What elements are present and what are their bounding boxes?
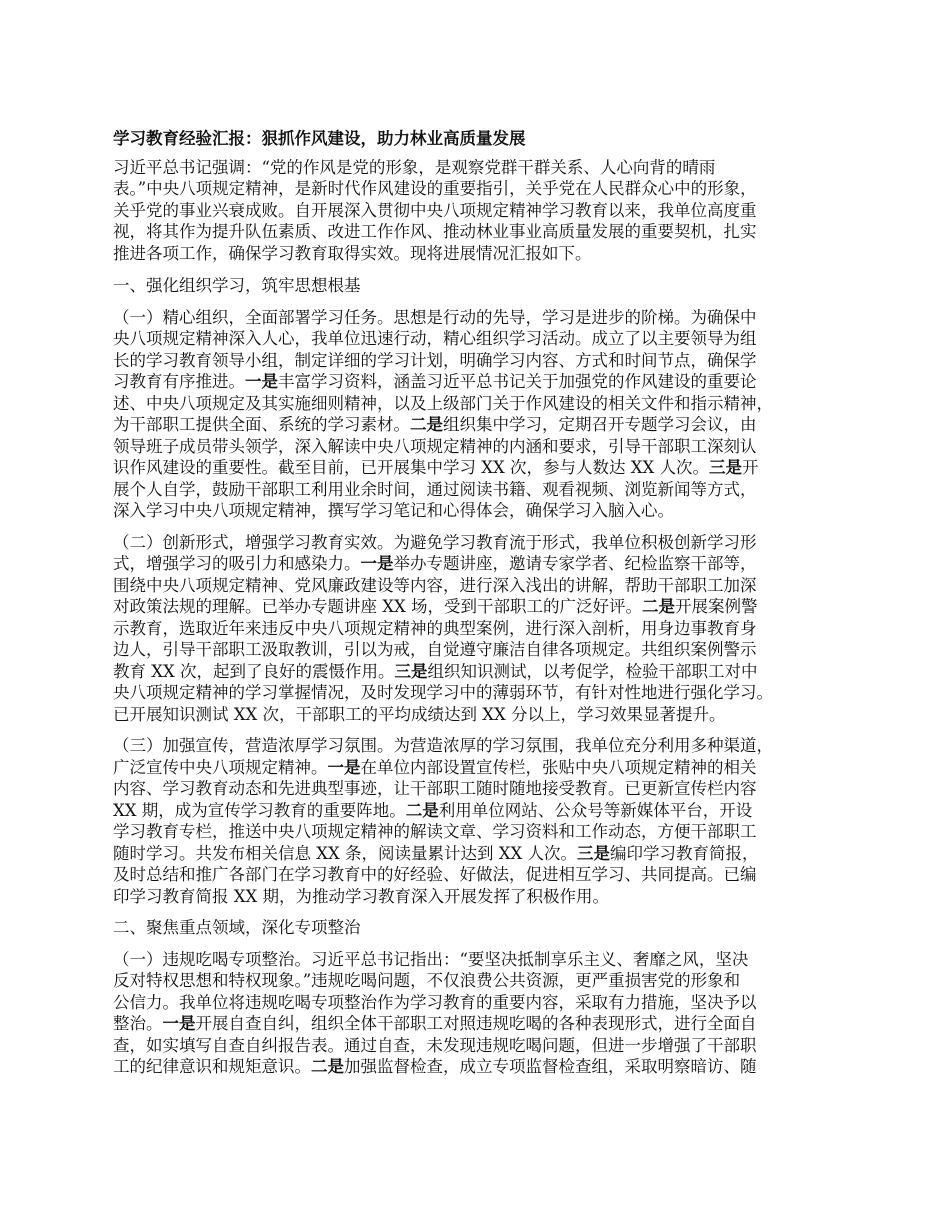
bold-marker: 二是 bbox=[410, 415, 443, 434]
bold-marker: 二是 bbox=[641, 597, 675, 616]
text-line bbox=[113, 1056, 873, 1078]
text-segment: 式，增强学习的吸引力和感染力。 bbox=[113, 554, 361, 573]
section-heading: 二、聚焦重点领域，深化专项整治 bbox=[113, 918, 361, 937]
paragraph bbox=[113, 735, 873, 907]
text-line bbox=[113, 553, 873, 575]
bold-marker: 三是 bbox=[708, 458, 742, 477]
text-line bbox=[113, 328, 873, 350]
text-segment: 随时学习。共发布相关信息 XX 条，阅读量累计达到 XX 人次。 bbox=[113, 843, 577, 863]
text-segment: 领导班子成员带头领学，深入解读中央八项规定精神的内涵和要求，引导干部职工深刻认 bbox=[113, 436, 757, 456]
text-line bbox=[113, 157, 873, 179]
text-line bbox=[113, 639, 873, 661]
text-line bbox=[113, 221, 873, 243]
text-line bbox=[113, 596, 873, 618]
text-segment: 内容、学习教育动态和先进典型事迹，让干部职工随时随地接受教育。已更新宣传栏内容 bbox=[113, 779, 757, 798]
text-segment: 习近平总书记强调：“党的作风是党的形象，是观察党群干群关系、人心向背的晴雨 bbox=[113, 157, 716, 177]
text-line bbox=[113, 992, 873, 1014]
text-segment: 示教育，选取近年来违反中央八项规定精神的典型案例，进行深入剖析，用身边事教育身 bbox=[113, 618, 757, 638]
text-line bbox=[113, 821, 873, 843]
text-line bbox=[113, 479, 873, 501]
text-segment: 工的纪律意识和规矩意识。 bbox=[113, 1057, 311, 1076]
text-line bbox=[113, 200, 873, 222]
text-line bbox=[113, 704, 873, 726]
text-line bbox=[113, 532, 873, 554]
text-segment: （三）加强宣传，营造浓厚学习氛围。为营造浓厚的学习氛围，我单位充分利用多种渠道， bbox=[113, 736, 773, 755]
text-line bbox=[113, 843, 873, 865]
text-segment: 央八项规定精神深入人心，我单位迅速行动，精心组织学习活动。成立了以主要领导为组 bbox=[113, 329, 757, 348]
text-segment: 丰富学习资料，涵盖习近平总书记关于加强党的作风建设的重要论 bbox=[278, 372, 757, 391]
text-segment: 组织集中学习，定期召开专题学习会议，由 bbox=[443, 415, 757, 434]
text-line bbox=[113, 243, 873, 265]
text-segment: 识作风建设的重要性。截至目前，已开展集中学习 XX 次，参与人数达 XX 人次。 bbox=[113, 458, 709, 477]
text-line bbox=[113, 757, 873, 779]
text-line bbox=[113, 1013, 873, 1035]
text-segment: 公信力。我单位将违规吃喝专项整治作为学习教育的重要内容，采取有力措施，坚决予以 bbox=[113, 992, 757, 1012]
document-page bbox=[113, 128, 873, 1088]
text-line bbox=[113, 350, 873, 372]
text-line bbox=[113, 307, 873, 329]
bold-marker: 一是 bbox=[327, 757, 361, 777]
bold-marker: 一是 bbox=[245, 372, 278, 391]
text-segment: 开展案例警 bbox=[674, 597, 758, 616]
text-segment: 开 bbox=[741, 458, 759, 477]
text-line bbox=[113, 575, 873, 597]
text-line bbox=[113, 457, 873, 479]
text-line bbox=[113, 778, 873, 800]
paragraph bbox=[113, 949, 873, 1078]
text-line bbox=[113, 500, 873, 522]
text-line bbox=[113, 735, 873, 757]
text-segment: 表。”中央八项规定精神，是新时代作风建设的重要指引，关乎党在人民群众心中的形象， bbox=[113, 179, 757, 198]
text-segment: 反对特权思想和特权现象。”违规吃喝问题，不仅浪费公共资源，更严重损害党的形象和 bbox=[113, 971, 741, 990]
text-segment: 已开展知识测试 XX 次，干部职工的平均成绩达到 XX 分以上，学习效果显著提升。 bbox=[113, 704, 726, 724]
text-line bbox=[113, 661, 873, 683]
text-line bbox=[113, 178, 873, 200]
text-segment: 组织知识测试，以考促学，检验干部职工对中 bbox=[427, 661, 758, 681]
text-line bbox=[113, 949, 873, 971]
text-segment: 央八项规定精神的学习掌握情况，及时发现学习中的薄弱环节，有针对性地进行强化学习。 bbox=[113, 683, 773, 702]
text-segment: 深入学习中央八项规定精神，撰写学习笔记和心得体会，确保学习入脑入心。 bbox=[113, 501, 674, 520]
text-segment: 视，将其作为提升队伍素质、改进工作作风、推动林业事业高质量发展的重要契机，扎实 bbox=[113, 222, 757, 241]
text-line bbox=[113, 414, 873, 436]
text-segment: 为干部职工提供全面、系统的学习素材。 bbox=[113, 415, 410, 434]
text-segment: 学习教育专栏，推送中央八项规定精神的解读文章、学习资料和工作动态，方便干部职工 bbox=[113, 822, 757, 841]
text-line bbox=[113, 618, 873, 640]
text-line bbox=[113, 864, 873, 886]
text-line bbox=[113, 682, 873, 704]
text-line bbox=[113, 970, 873, 992]
text-segment: XX 期，成为宣传学习教育的重要阵地。 bbox=[113, 800, 406, 820]
bold-marker: 一是 bbox=[360, 554, 394, 573]
text-segment: （一）违规吃喝专项整治。习近平总书记指出：“要坚决抵制享乐主义、奢靡之风，坚决 bbox=[113, 949, 749, 969]
text-segment: 围绕中央八项规定精神、党风廉政建设等内容，进行深入浅出的讲解，帮助干部职工加深 bbox=[113, 575, 757, 595]
text-segment: 利用单位网站、公众号等新媒体平台，开设 bbox=[438, 800, 753, 820]
bold-marker: 三是 bbox=[576, 843, 610, 863]
paragraph bbox=[113, 532, 873, 726]
text-segment: 在单位内部设置宣传栏，张贴中央八项规定精神的相关 bbox=[360, 757, 757, 777]
text-line bbox=[113, 371, 873, 393]
text-segment: 展个人自学，鼓励干部职工利用业余时间，通过阅读书籍、观看视频、浏览新闻等方式， bbox=[113, 479, 757, 499]
bold-marker: 二是 bbox=[405, 800, 439, 820]
text-segment: 举办专题讲座，邀请专家学者、纪检监察干部等， bbox=[393, 554, 757, 573]
text-segment: 关乎党的事业兴衰成败。自开展深入贯彻中央八项规定精神学习教育以来，我单位高度重 bbox=[113, 200, 757, 220]
text-segment: 长的学习教育领导小组，制定详细的学习计划，明确学习内容、方式和时间节点，确保学 bbox=[113, 350, 757, 370]
document-title: 学习教育经验汇报：狠抓作风建设，助力林业高质量发展 bbox=[113, 129, 526, 148]
text-segment: 教育 XX 次，起到了良好的震慑作用。 bbox=[113, 661, 395, 681]
bold-marker: 一是 bbox=[162, 1014, 196, 1033]
text-line bbox=[113, 886, 873, 908]
bold-marker: 二是 bbox=[311, 1057, 344, 1076]
text-line bbox=[113, 436, 873, 458]
text-segment: 述、中央八项规定及其实施细则精神，以及上级部门关于作风建设的相关文件和指示精神， bbox=[113, 393, 773, 413]
text-segment: 习教育有序推进。 bbox=[113, 372, 245, 391]
text-segment: （二）创新形式，增强学习教育实效。为避免学习教育流于形式，我单位积极创新学习形 bbox=[113, 532, 757, 552]
text-segment: 广泛宣传中央八项规定精神。 bbox=[113, 757, 328, 777]
text-segment: 开展自查自纠，组织全体干部职工对照违规吃喝的各种表现形式，进行全面自 bbox=[195, 1014, 757, 1033]
text-segment: 加强监督检查，成立专项监督检查组，采取明察暗访、随 bbox=[344, 1057, 757, 1076]
text-segment: 编印学习教育简报， bbox=[609, 843, 759, 863]
paragraph bbox=[113, 157, 873, 265]
text-segment: 印学习教育简报 XX 期，为推动学习教育深入开展发挥了积极作用。 bbox=[113, 886, 609, 906]
bold-marker: 三是 bbox=[394, 661, 428, 681]
text-segment: （一）精心组织，全面部署学习任务。思想是行动的先导，学习是进步的阶梯。为确保中 bbox=[113, 307, 757, 327]
text-segment: 推进各项工作，确保学习教育取得实效。现将进展情况汇报如下。 bbox=[113, 243, 592, 263]
text-segment: 查，如实填写自查自纠报告表。通过自查，未发现违规吃喝问题，但进一步增强了干部职 bbox=[113, 1035, 757, 1055]
text-segment: 边人，引导干部职工汲取教训，引以为戒，自觉遵守廉洁自律各项规定。共组织案例警示 bbox=[113, 640, 757, 659]
text-line bbox=[113, 393, 873, 415]
text-segment: 整治。 bbox=[113, 1014, 163, 1033]
text-line bbox=[113, 800, 873, 822]
section-heading: 一、强化组织学习，筑牢思想根基 bbox=[113, 276, 361, 295]
paragraph bbox=[113, 307, 873, 522]
text-segment: 对政策法规的理解。已举办专题讲座 XX 场，受到干部职工的广泛好评。 bbox=[113, 597, 642, 616]
document-body bbox=[113, 157, 873, 1078]
text-line bbox=[113, 1035, 873, 1057]
text-segment: 及时总结和推广各部门在学习教育中的好经验、好做法，促进相互学习、共同提高。已编 bbox=[113, 865, 757, 884]
